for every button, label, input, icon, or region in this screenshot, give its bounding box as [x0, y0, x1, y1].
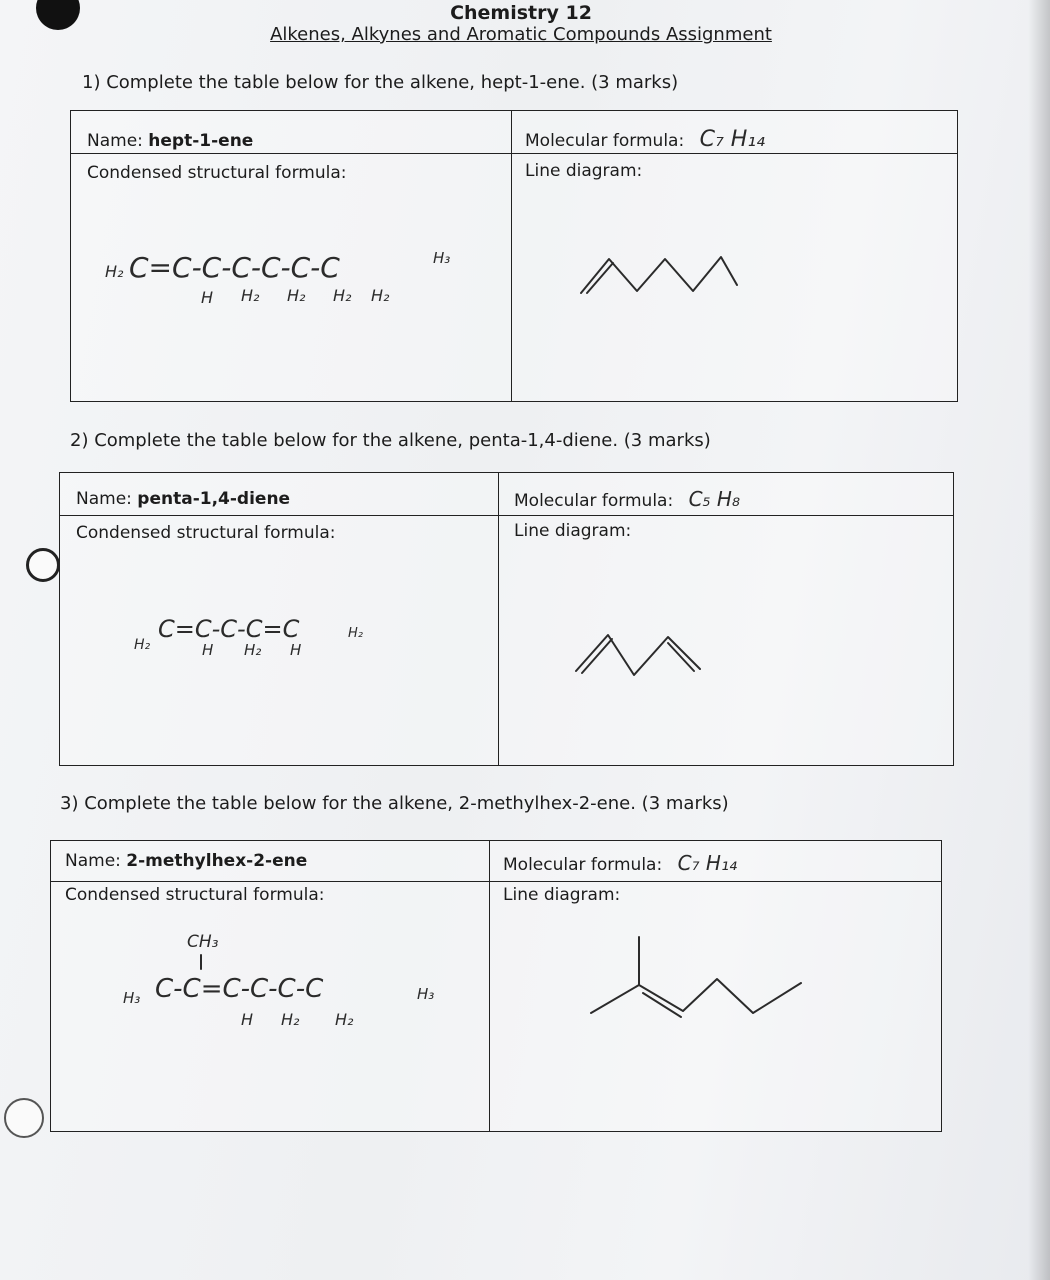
- punch-hole-middle: [26, 548, 60, 582]
- line-diagram-label: Line diagram:: [525, 161, 643, 181]
- question-1-prompt: 1) Complete the table below for the alkene, hept-1-ene. (3 marks): [82, 72, 679, 93]
- table-divider: [60, 515, 953, 516]
- condensed-hydrogen: H: [201, 288, 214, 307]
- condensed-left-group: H₃: [123, 989, 141, 1007]
- condensed-hydrogen: H₂: [333, 286, 352, 305]
- condensed-hydrogen: H₂: [287, 286, 306, 305]
- worksheet-title: Chemistry 12: [450, 2, 592, 24]
- condensed-left-group: H₂: [105, 262, 124, 281]
- compound-name: 2-methylhex-2-ene: [126, 851, 308, 871]
- question-2-table: [59, 472, 954, 766]
- line-diagram-drawing: [585, 933, 815, 1023]
- question-3-prompt: 3) Complete the table below for the alkene, 2-methylhex-2-ene. (3 marks): [60, 793, 729, 814]
- question-1-table: [70, 110, 958, 402]
- condensed-right-group: H₃: [417, 985, 435, 1003]
- condensed-hydrogen: H: [290, 641, 302, 659]
- condensed-hydrogen: H₂: [371, 286, 390, 305]
- name-cell: [65, 851, 307, 871]
- condensed-hydrogen: H: [241, 1010, 254, 1029]
- condensed-label: Condensed structural formula:: [65, 885, 325, 905]
- condensed-label: Condensed structural formula:: [76, 523, 336, 543]
- table-divider: [71, 153, 957, 154]
- table-divider: [511, 111, 512, 401]
- formula-answer: C₇ H₁₄: [677, 851, 738, 875]
- question-3-table: [50, 840, 942, 1132]
- page-edge-shadow: [1028, 0, 1050, 1280]
- formula-label: Molecular formula:: [514, 491, 674, 511]
- formula-cell: [514, 487, 740, 511]
- question-2-prompt: 2) Complete the table below for the alkene, penta-1,4-diene. (3 marks): [70, 430, 711, 451]
- line-diagram-label: Line diagram:: [514, 521, 632, 541]
- formula-cell: [503, 851, 737, 875]
- condensed-formula-drawing: [101, 231, 481, 311]
- condensed-formula-drawing: [121, 925, 461, 1045]
- name-label: Name:: [76, 489, 132, 509]
- table-divider: [498, 473, 499, 765]
- name-cell: [76, 489, 290, 509]
- condensed-hydrogen: H: [202, 641, 214, 659]
- line-diagram-drawing: [571, 241, 751, 301]
- condensed-main-chain: C=C-C-C=C: [158, 615, 300, 643]
- compound-name: hept-1-ene: [148, 131, 254, 151]
- condensed-main-chain: C=C-C-C-C-C-C: [129, 251, 340, 284]
- condensed-hydrogen: H₂: [281, 1010, 300, 1029]
- formula-label: Molecular formula:: [503, 855, 663, 875]
- condensed-hydrogen: H₂: [244, 641, 262, 659]
- punch-hole-bottom: [4, 1098, 44, 1138]
- formula-answer: C₅ H₈: [688, 487, 740, 511]
- table-divider: [489, 841, 490, 1131]
- formula-label: Molecular formula:: [525, 131, 685, 151]
- line-diagram-label: Line diagram:: [503, 885, 621, 905]
- name-cell: [87, 131, 253, 151]
- condensed-top-group: CH₃: [187, 932, 219, 952]
- condensed-hydrogen: H₂: [335, 1010, 354, 1029]
- name-label: Name:: [65, 851, 121, 871]
- worksheet-subtitle: Alkenes, Alkynes and Aromatic Compounds Assignment: [270, 24, 772, 45]
- condensed-main-chain: C-C=C-C-C-C: [155, 974, 324, 1004]
- formula-answer: C₇ H₁₄: [699, 127, 765, 152]
- formula-cell: [525, 127, 765, 152]
- condensed-label: Condensed structural formula:: [87, 163, 347, 183]
- compound-name: penta-1,4-diene: [137, 489, 291, 509]
- condensed-left-group: H₂: [134, 637, 151, 653]
- condensed-hydrogen: H₂: [241, 286, 260, 305]
- name-label: Name:: [87, 131, 143, 151]
- table-divider: [51, 881, 941, 882]
- line-diagram-drawing: [568, 625, 708, 685]
- condensed-right-group: H₂: [348, 626, 363, 641]
- condensed-formula-drawing: [130, 601, 410, 671]
- condensed-right-group: H₃: [433, 249, 451, 267]
